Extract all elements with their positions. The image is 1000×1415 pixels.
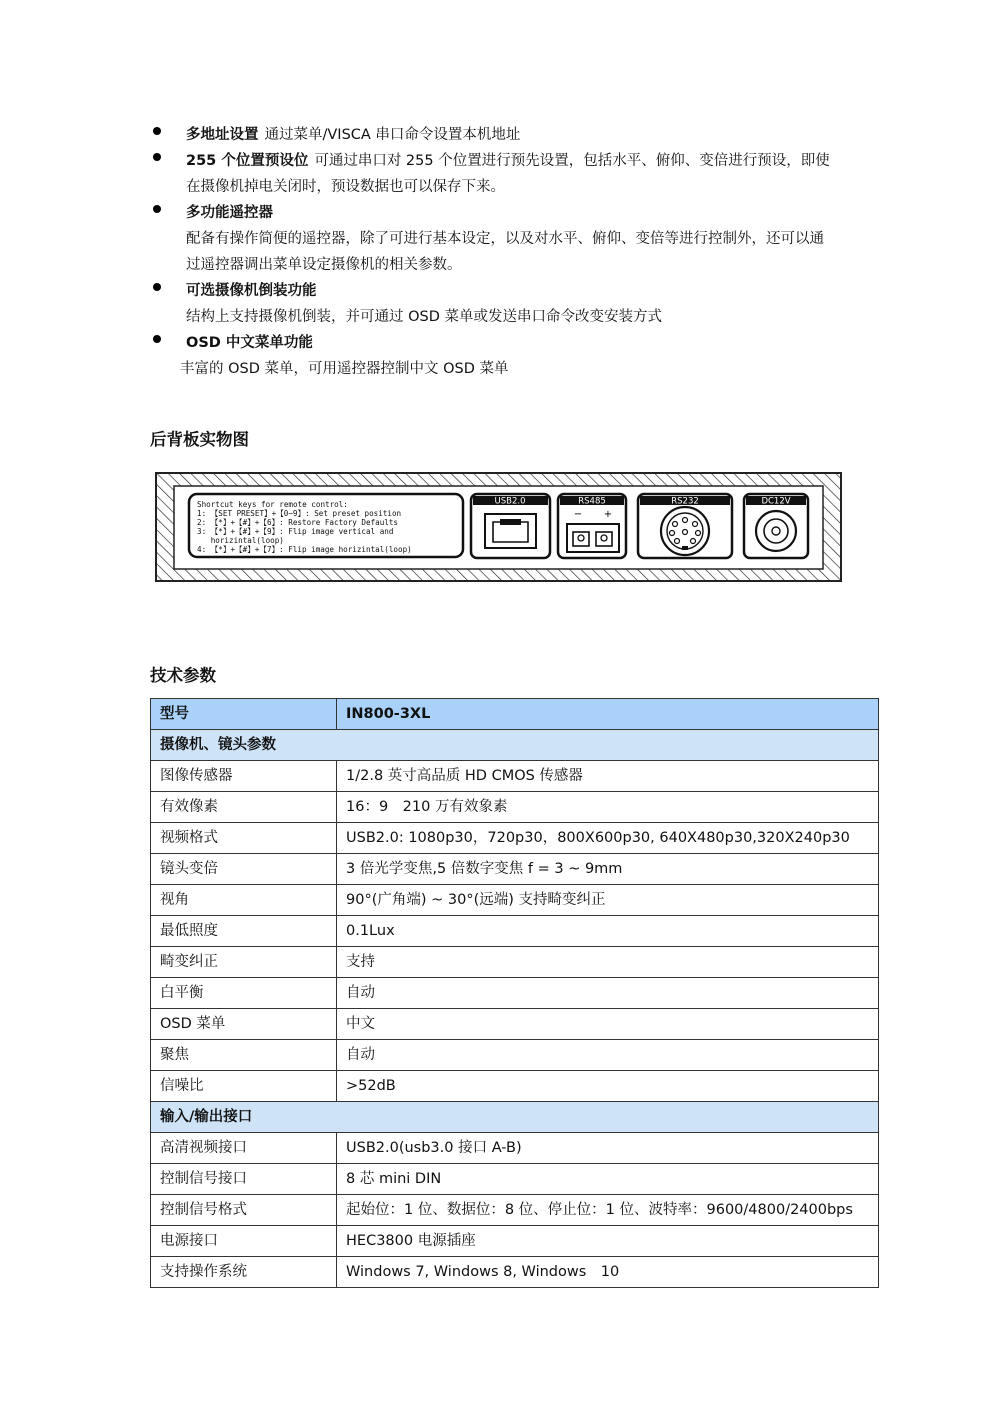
spec-label: 高清视频接口: [151, 1133, 337, 1164]
rs485-label: RS485: [578, 496, 606, 507]
feature-item: [150, 278, 870, 330]
feature-title: 255 个位置预设位: [186, 153, 309, 169]
section-row: [151, 730, 879, 761]
spec-label: 图像传感器: [151, 761, 337, 792]
feature-title: OSD 中文菜单功能: [186, 335, 313, 351]
spec-value: 3 倍光学变焦,5 倍数字变焦 f = 3 ~ 9mm: [337, 854, 879, 885]
spec-value: USB2.0: 1080p30，720p30，800X600p30, 640X480p30,320X240p30: [337, 823, 879, 854]
rear-panel-heading: 后背板实物图: [150, 430, 249, 449]
dc-power-port: [744, 494, 808, 558]
spec-value: USB2.0(usb3.0 接口 A-B): [337, 1133, 879, 1164]
rs485-port: [558, 494, 626, 558]
spec-value: 90°(广角端) ~ 30°(远端) 支持畸变纠正: [337, 885, 879, 916]
shortcut-line: horizintal(loop): [197, 536, 284, 545]
spec-label: 镜头变倍: [151, 854, 337, 885]
table-row: [151, 761, 879, 792]
feature-desc: 通过菜单/VISCA 串口命令设置本机地址: [264, 127, 521, 143]
feature-desc: 可通过串口对 255 个位置进行预先设置，包括水平、俯仰、变倍进行预设，即使: [314, 153, 830, 169]
spec-label: 信噪比: [151, 1071, 337, 1102]
feature-title: 可选摄像机倒装功能: [186, 283, 317, 299]
table-row: [151, 1009, 879, 1040]
model-label: 型号: [151, 699, 337, 730]
section-row: [151, 1102, 879, 1133]
spec-value: 支持: [337, 947, 879, 978]
feature-desc: 丰富的 OSD 菜单，可用遥控器控制中文 OSD 菜单: [180, 361, 509, 377]
feature-desc: 配备有操作简便的遥控器，除了可进行基本设定，以及对水平、俯仰、变倍等进行控制外，还可以通: [186, 231, 824, 247]
spec-value: 8 芯 mini DIN: [337, 1164, 879, 1195]
table-row: [151, 1133, 879, 1164]
feature-list: [150, 122, 870, 382]
table-row: [151, 792, 879, 823]
usb-port: [471, 494, 550, 558]
feature-item: [150, 148, 870, 200]
spec-label: 电源接口: [151, 1226, 337, 1257]
table-row: [151, 1040, 879, 1071]
table-row: [151, 885, 879, 916]
bullet-icon: [153, 335, 161, 343]
dc-label: DC12V: [761, 496, 791, 507]
rs485-minus: −: [573, 509, 583, 520]
shortcut-line: Shortcut keys for remote control:: [197, 500, 348, 509]
rs232-label: RS232: [671, 496, 699, 507]
spec-label: 畸变纠正: [151, 947, 337, 978]
table-row: [151, 1164, 879, 1195]
bullet-icon: [153, 127, 161, 135]
spec-label: 视频格式: [151, 823, 337, 854]
table-row: [151, 916, 879, 947]
spec-value: 中文: [337, 1009, 879, 1040]
feature-desc: 在摄像机掉电关闭时，预设数据也可以保存下来。: [186, 179, 505, 195]
feature-item: [150, 122, 870, 148]
spec-value: 自动: [337, 978, 879, 1009]
bullet-icon: [153, 283, 161, 291]
table-row: [151, 854, 879, 885]
rear-panel-diagram: [155, 472, 845, 584]
table-row: [151, 1071, 879, 1102]
spec-value: 起始位：1 位、数据位：8 位、停止位：1 位、波特率：9600/4800/2400bps: [337, 1195, 879, 1226]
spec-value: Windows 7, Windows 8, Windows 10: [337, 1257, 879, 1288]
bullet-icon: [153, 205, 161, 213]
spec-value: >52dB: [337, 1071, 879, 1102]
feature-item: [150, 200, 870, 278]
spec-label: 有效像素: [151, 792, 337, 823]
feature-title: 多地址设置: [186, 127, 259, 143]
feature-desc: 过遥控器调出菜单设定摄像机的相关参数。: [186, 257, 462, 273]
rs485-plus: +: [603, 509, 613, 520]
table-row: [151, 947, 879, 978]
feature-item: [150, 330, 870, 382]
rs232-port: [638, 494, 732, 558]
section-title: 输入/输出接口: [151, 1102, 879, 1133]
table-header-row: [151, 699, 879, 730]
table-row: [151, 1257, 879, 1288]
bullet-icon: [153, 153, 161, 161]
shortcut-line: 4: 【*】+【#】+【7】: Flip image horizintal(loop): [197, 545, 412, 554]
shortcut-line: 3: 【*】+【#】+【9】: Flip image vertical and: [197, 527, 394, 536]
table-row: [151, 1226, 879, 1257]
shortcut-line: 2: 【*】+【#】+【6】: Restore Factory Defaults: [197, 518, 399, 527]
spec-value: 1/2.8 英寸高品质 HD CMOS 传感器: [337, 761, 879, 792]
spec-value: 16：9 210 万有效象素: [337, 792, 879, 823]
shortcut-line: 1: 【SET PRESET】+【0~9】: Set preset position: [197, 509, 402, 518]
spec-label: 聚焦: [151, 1040, 337, 1071]
spec-value: 0.1Lux: [337, 916, 879, 947]
spec-label: OSD 菜单: [151, 1009, 337, 1040]
usb-icon: [500, 519, 521, 525]
usb-label: USB2.0: [494, 496, 526, 507]
model-value: IN800-3XL: [337, 699, 879, 730]
spec-value: HEC3800 电源插座: [337, 1226, 879, 1257]
feature-desc: 结构上支持摄像机倒装，并可通过 OSD 菜单或发送串口命令改变安装方式: [186, 309, 662, 325]
spec-label: 最低照度: [151, 916, 337, 947]
table-row: [151, 823, 879, 854]
table-row: [151, 978, 879, 1009]
spec-label: 控制信号接口: [151, 1164, 337, 1195]
spec-value: 自动: [337, 1040, 879, 1071]
table-row: [151, 1195, 879, 1226]
spec-label: 控制信号格式: [151, 1195, 337, 1226]
spec-heading: 技术参数: [150, 666, 216, 685]
spec-label: 支持操作系统: [151, 1257, 337, 1288]
spec-label: 白平衡: [151, 978, 337, 1009]
spec-label: 视角: [151, 885, 337, 916]
spec-table: [150, 698, 879, 1288]
feature-title: 多功能遥控器: [186, 205, 273, 221]
section-title: 摄像机、镜头参数: [151, 730, 879, 761]
